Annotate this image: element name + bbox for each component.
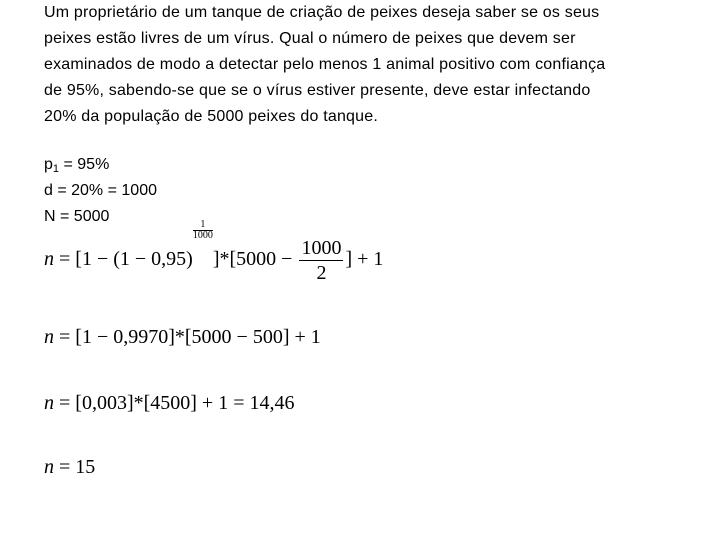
equation-lhs: n: [44, 248, 54, 271]
p-value: = 95%: [59, 156, 110, 173]
equation-1: [44, 219, 384, 285]
fraction-denominator: 2: [316, 262, 327, 284]
fraction-numerator: 1000: [301, 237, 342, 259]
problem-line: peixes estão livres de um vírus. Qual o número de peixes que devem ser: [44, 30, 576, 47]
equation-part: ]*[5000 −: [212, 248, 293, 271]
problem-line: examinados de modo a detectar pelo menos 1 animal positivo com confiança: [44, 56, 606, 73]
equation-rhs: = [1 − 0,9970]*[5000 − 500] + 1: [59, 326, 321, 348]
p-symbol: p: [44, 156, 53, 173]
equation-lhs: n: [44, 326, 54, 348]
equation-3: [44, 392, 294, 415]
equation-rhs: = 15: [59, 456, 96, 478]
equation-part: ] + 1: [345, 248, 384, 271]
exponent-denominator: 1000: [192, 230, 213, 241]
given-values: [44, 152, 157, 230]
given-p1: [44, 152, 157, 178]
equation-lhs: n: [44, 456, 54, 478]
given-N: N = 5000: [44, 208, 110, 225]
problem-line: de 95%, sabendo-se que se o vírus estiver presente, deve estar infectando: [44, 82, 591, 99]
exponent-fraction: [193, 220, 213, 241]
equation-lhs: n: [44, 392, 54, 414]
problem-statement: [44, 0, 704, 130]
equation-2: [44, 326, 321, 349]
equation-part: = [1 − (1 − 0,95): [59, 248, 193, 271]
exponent-numerator: 1: [193, 220, 213, 231]
p-subscript: 1: [52, 163, 60, 175]
given-d: d = 20% = 1000: [44, 182, 157, 199]
equation-4: [44, 456, 95, 479]
equation-rhs: = [0,003]*[4500] + 1 = 14,46: [59, 392, 295, 414]
problem-line: 20% da população de 5000 peixes do tanque.: [44, 108, 379, 125]
fraction: [299, 236, 343, 285]
problem-line: Um proprietário de um tanque de criação de peixes deseja saber se os seus: [44, 4, 600, 21]
